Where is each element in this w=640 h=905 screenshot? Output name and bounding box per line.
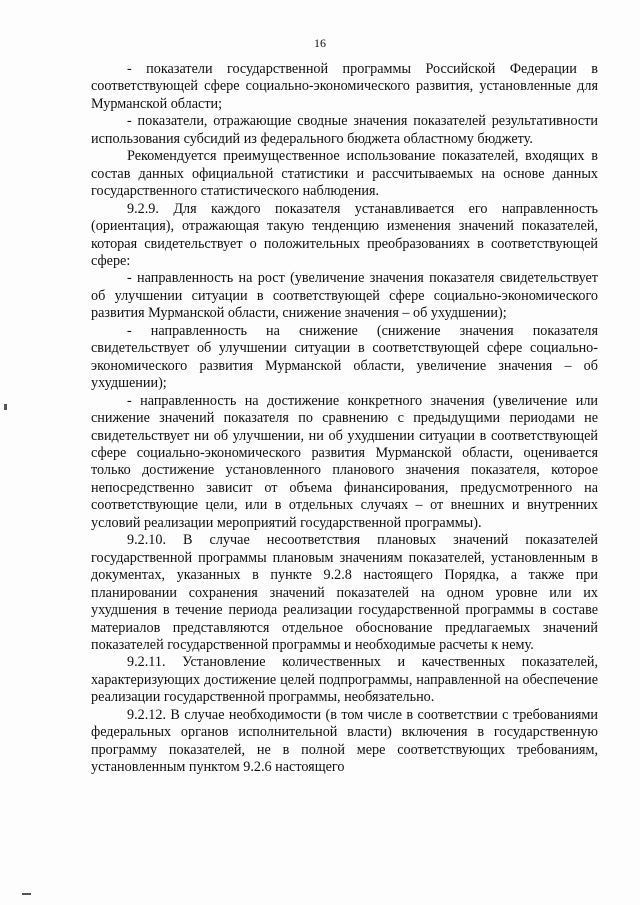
paragraph-2: - показатели, отражающие сводные значения показателей результативности использования субсидий из федерального бюджета областному бюджету. [91,113,598,147]
paragraph-6: - направленность на снижение (снижение значения показателя свидетельствует об улучшении ситуации в соответствующей сфере социально-экономического развития Мурманской области, увеличение значения – об ухудшении); [91,322,598,392]
page-number: 16 [314,36,326,50]
paragraph-1: - показатели государственной программы Российской Федерации в соответствующей сфере социально-экономического развития, установленные для Мурманской области; [91,61,598,112]
scan-mark [22,893,31,895]
paragraph-9: 9.2.11. Установление количественных и качественных показателей, характеризующих достижение целей подпрограммы, направленной на обеспечение реализации государственной программы, необязательно. [91,654,598,706]
paragraph-3: Рекомендуется преимущественное использование показателей, входящих в состав данных официальной статистики и рассчитываемых на основе данных государственного статистического наблюдения. [91,148,598,200]
paragraph-5: - направленность на рост (увеличение значения показателя свидетельствует об улучшении ситуации в соответствующей сфере социально-экономического развития Мурманской области, снижение значения – об ухудшении); [91,270,598,322]
document-body [91,61,598,777]
scan-mark [4,404,7,410]
paragraph-7: - направленность на достижение конкретного значения (увеличение или снижение значений показателя по сравнению с предыдущими периодами не свидетельствует ни об улучшении, ни об ухудшении ситуации в соответствующей сфере социально-экономического развития Мурманской области, оценивается только достижение установленного планового значения показателя, которое непосредственно зависит от объема финансирования, предусмотренного на соответствующие цели, или в отдельных случаях – от внешних и внутренних условий реализации мероприятий государственной программы). [91,392,598,531]
paragraph-10: 9.2.12. В случае необходимости (в том числе в соответствии с требованиями федеральных органов исполнительной власти) включения в государственную программу показателей, не в полной мере соответствующих требованиям, установленным пунктом 9.2.6 настоящего [91,706,598,776]
paragraph-4: 9.2.9. Для каждого показателя устанавливается его направленность (ориентация), отражающая такую тенденцию изменения значений показателей, которая свидетельствует о положительных преобразованиях в соответствующей сфере: [91,200,598,269]
paragraph-8: 9.2.10. В случае несоответствия плановых значений показателей государственной программы плановым значениям показателей, установленным в документах, указанных в пункте 9.2.8 настоящего Порядка, а также при планировании сохранения значений показателей на одном уровне или их ухудшения в течение периода реализации государственной программы в составе материалов представляются отдельное обоснование предлагаемых значений показателей государственной программы и необходимые расчеты к нему. [91,532,598,653]
